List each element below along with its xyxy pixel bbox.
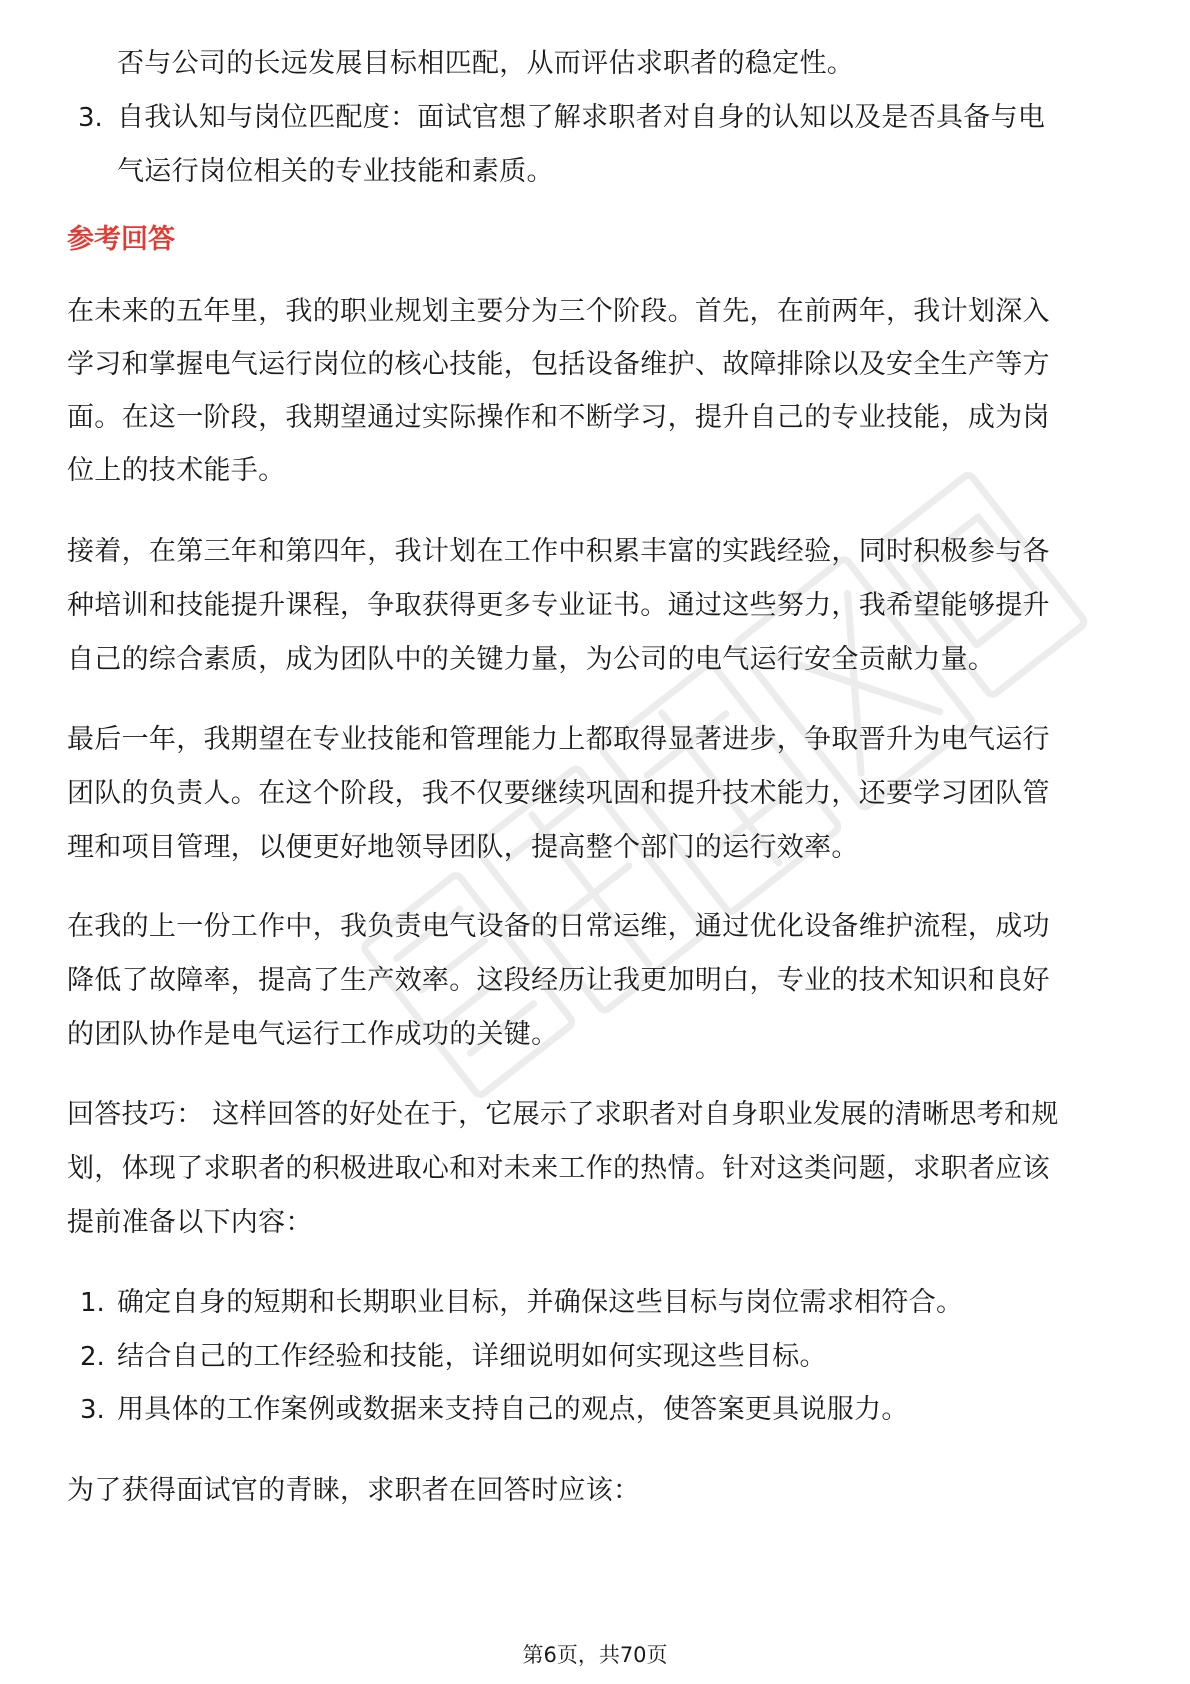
paragraph-line: 位上的技术能手。 [67,455,286,486]
paragraph-line: 接着，在第三年和第四年，我计划在工作中积累丰富的实践经验，同时积极参与各 [67,536,1050,567]
paragraph-line: 划，体现了求职者的积极进取心和对未来工作的热情。针对这类问题，求职者应该 [67,1153,1050,1184]
paragraph-line: 自己的综合素质，成为团队中的关键力量，为公司的电气运行安全贡献力量。 [67,644,996,675]
list-item-text: 确定自身的短期和长期职业目标，并确保这些目标与岗位需求相符合。 [117,1287,964,1318]
paragraph-line: 团队的负责人。在这个阶段，我不仅要继续巩固和提升技术能力，还要学习团队管 [67,778,1050,809]
paragraph-line: 在未来的五年里，我的职业规划主要分为三个阶段。首先，在前两年，我计划深入 [67,296,1050,327]
paragraph-line: 面。在这一阶段，我期望通过实际操作和不断学习，提升自己的专业技能，成为岗 [67,402,1050,433]
carry-over-line: 否与公司的长远发展目标相匹配，从而评估求职者的稳定性。 [117,48,855,79]
list-item-text: 气运行岗位相关的专业技能和素质。 [117,156,554,187]
paragraph-line: 学习和掌握电气运行岗位的核心技能，包括设备维护、故障排除以及安全生产等方 [67,349,1050,380]
paragraph-line: 的团队协作是电气运行工作成功的关键。 [67,1019,559,1050]
paragraph-line: 种培训和技能提升课程，争取获得更多专业证书。通过这些努力，我希望能够提升 [67,590,1050,621]
list-number: 1. [80,1288,105,1318]
paragraph-line: 提前准备以下内容： [67,1207,313,1238]
paragraph-line: 理和项目管理，以便更好地领导团队，提高整个部门的运行效率。 [67,832,859,863]
paragraph-line: 回答技巧： 这样回答的好处在于，它展示了求职者对自身职业发展的清晰思考和规 [67,1099,1059,1130]
paragraph-line: 最后一年，我期望在专业技能和管理能力上都取得显著进步，争取晋升为电气运行 [67,724,1050,755]
page-footer: 第6页，共70页 [522,1643,668,1667]
list-number: 2. [80,1342,105,1372]
list-number: 3. [78,103,103,133]
paragraph-line: 在我的上一份工作中，我负责电气设备的日常运维，通过优化设备维护流程，成功 [67,911,1050,942]
paragraph-line: 降低了故障率，提高了生产效率。这段经历让我更加明白，专业的技术知识和良好 [67,965,1050,996]
list-item-text: 结合自己的工作经验和技能，详细说明如何实现这些目标。 [117,1341,827,1372]
closing-line: 为了获得面试官的青睐，求职者在回答时应该： [67,1475,641,1506]
list-item-text: 用具体的工作案例或数据来支持自己的观点，使答案更具说服力。 [117,1394,909,1425]
list-number: 3. [80,1395,105,1425]
section-heading: 参考回答 [67,224,175,255]
list-item-text: 自我认知与岗位匹配度：面试官想了解求职者对自身的认知以及是否具备与电 [117,102,1046,133]
